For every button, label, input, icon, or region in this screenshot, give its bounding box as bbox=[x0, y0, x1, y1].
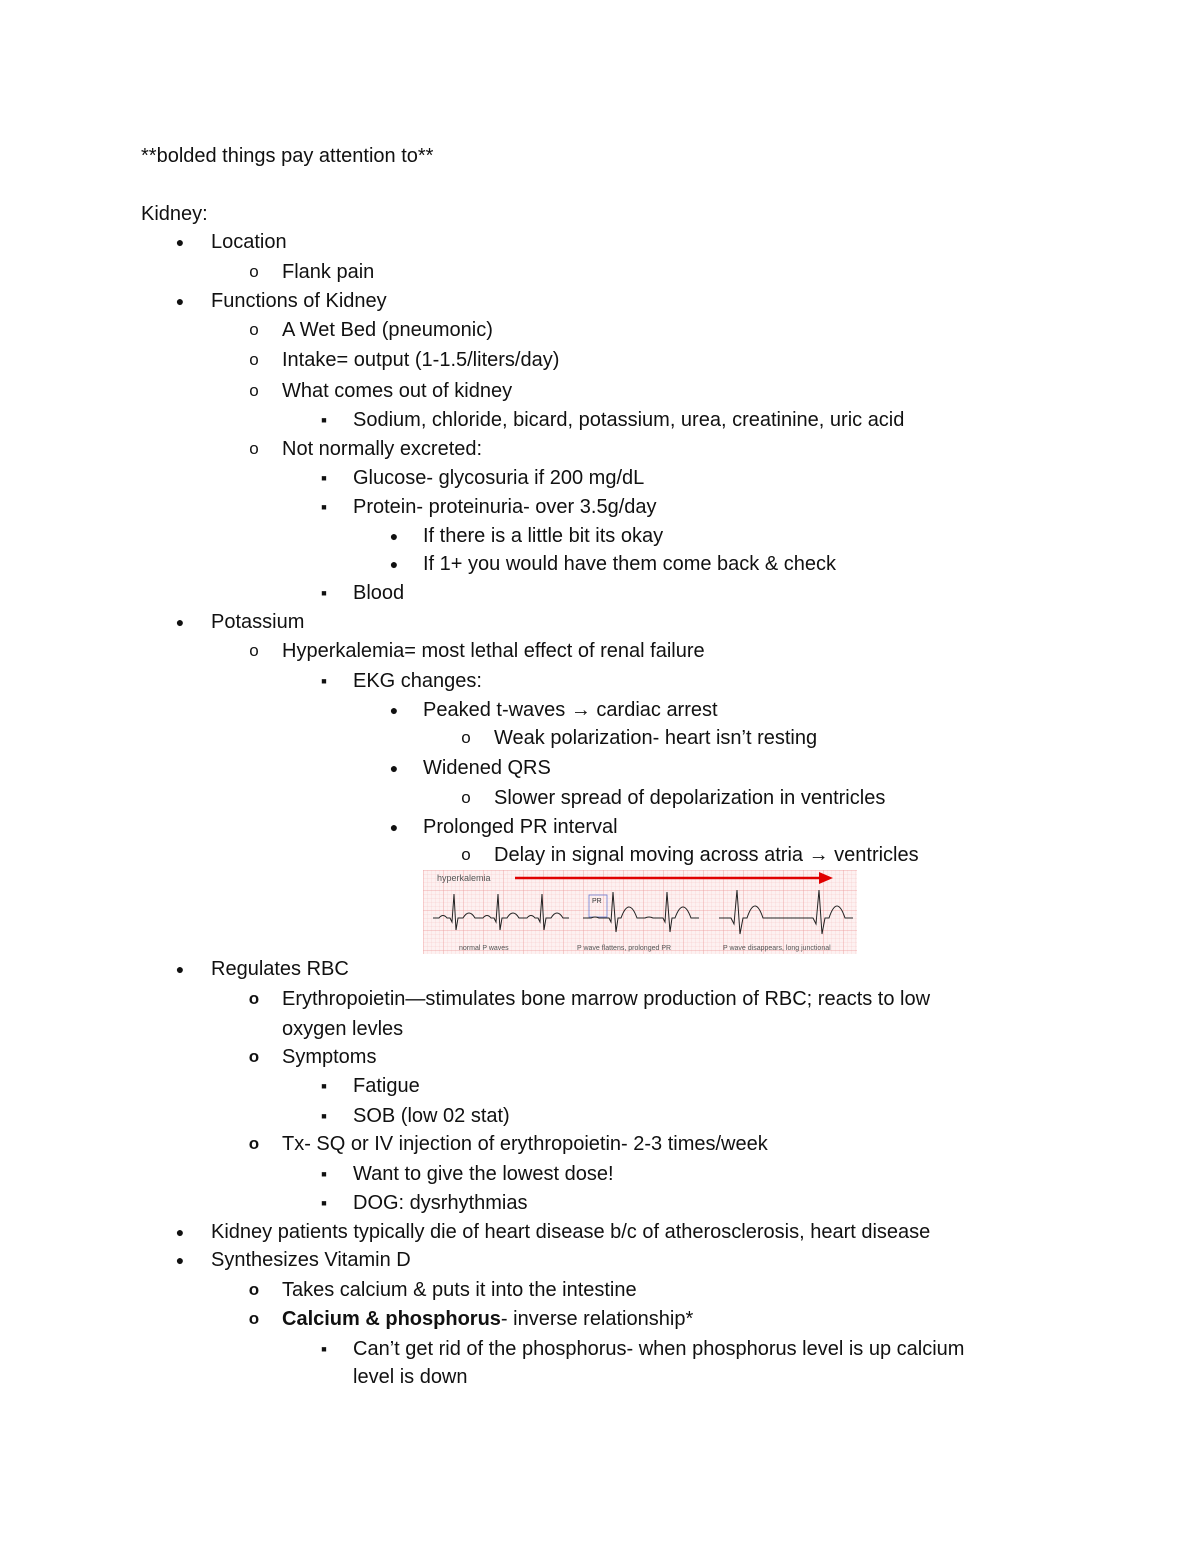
header-note: **bolded things pay attention to** bbox=[141, 145, 434, 167]
list-item: Tx- SQ or IV injection of erythropoietin- 2-3 times/week bbox=[282, 1133, 768, 1155]
ekg-caption-3: P wave disappears, long junctional bbox=[723, 945, 831, 952]
bullet-marker: ● bbox=[175, 293, 185, 309]
list-item: Functions of Kidney bbox=[211, 290, 387, 312]
list-item: Erythropoietin—stimulates bone marrow production of RBC; reacts to low bbox=[282, 988, 931, 1010]
bold-phrase: Calcium & phosphorus bbox=[282, 1308, 501, 1330]
list-item bbox=[282, 1307, 693, 1331]
list-item: Regulates RBC bbox=[211, 958, 349, 980]
list-item: Want to give the lowest dose! bbox=[353, 1163, 614, 1185]
bullet-marker: o bbox=[461, 728, 471, 747]
bullet-marker: o bbox=[248, 989, 260, 1008]
ekg-caption-1: normal P waves bbox=[459, 945, 509, 952]
bullet-marker: ● bbox=[175, 1224, 185, 1240]
list-item: Potassium bbox=[211, 611, 305, 633]
bullet-marker: ● bbox=[389, 760, 399, 776]
list-item: Sodium, chloride, bicard, potassium, urea, creatinine, uric acid bbox=[353, 409, 905, 431]
list-item: Glucose- glycosuria if 200 mg/dL bbox=[353, 467, 645, 489]
list-item: Takes calcium & puts it into the intestine bbox=[282, 1279, 637, 1301]
list-item: Slower spread of depolarization in ventricles bbox=[494, 787, 886, 809]
list-item: A Wet Bed (pneumonic) bbox=[282, 319, 493, 341]
bullet-marker: ● bbox=[389, 528, 399, 544]
list-item: Delay in signal moving across atria → ventricles bbox=[494, 844, 919, 866]
list-item: Intake= output (1-1.5/liters/day) bbox=[282, 349, 560, 371]
list-item: Synthesizes Vitamin D bbox=[211, 1249, 411, 1271]
bullet-marker: ■ bbox=[321, 1198, 327, 1208]
bullet-marker: ■ bbox=[321, 415, 327, 425]
list-item: Location bbox=[211, 231, 287, 253]
list-item: Flank pain bbox=[282, 261, 375, 283]
bullet-marker: ● bbox=[175, 234, 185, 250]
bullet-marker: ● bbox=[389, 702, 399, 718]
list-item: Weak polarization- heart isn’t resting bbox=[494, 727, 818, 749]
bullet-marker: o bbox=[461, 788, 471, 807]
bullet-marker: ■ bbox=[321, 1169, 327, 1179]
bullet-marker: o bbox=[249, 262, 259, 281]
bullet-marker: o bbox=[249, 350, 259, 369]
bullet-marker: o bbox=[461, 845, 471, 864]
list-item: If 1+ you would have them come back & check bbox=[423, 553, 836, 575]
bullet-marker: ■ bbox=[321, 1111, 327, 1121]
list-item: Protein- proteinuria- over 3.5g/day bbox=[353, 496, 657, 518]
list-item: Kidney patients typically die of heart disease b/c of atherosclerosis, heart disease bbox=[211, 1221, 931, 1243]
section-title: Kidney: bbox=[141, 203, 208, 225]
bullet-marker: ● bbox=[175, 1252, 185, 1268]
list-item: Hyperkalemia= most lethal effect of renal failure bbox=[282, 640, 705, 662]
bullet-marker: ● bbox=[175, 614, 185, 630]
ekg-hyperkalemia-figure bbox=[423, 870, 857, 954]
bullet-marker: o bbox=[248, 1309, 260, 1328]
list-item: oxygen levles bbox=[282, 1018, 404, 1040]
list-item: Peaked t-waves → cardiac arrest bbox=[423, 699, 718, 721]
bullet-marker: ■ bbox=[321, 676, 327, 686]
bullet-marker: o bbox=[249, 381, 259, 400]
list-item: Symptoms bbox=[282, 1046, 377, 1068]
list-item: What comes out of kidney bbox=[282, 380, 513, 402]
bullet-marker: ● bbox=[389, 556, 399, 572]
bullet-marker: ■ bbox=[321, 502, 327, 512]
list-item: If there is a little bit its okay bbox=[423, 525, 664, 547]
bullet-marker: ■ bbox=[321, 1344, 327, 1354]
bullet-marker: o bbox=[249, 641, 259, 660]
bullet-marker: ● bbox=[389, 819, 399, 835]
bullet-marker: o bbox=[249, 320, 259, 339]
bullet-marker: o bbox=[248, 1134, 260, 1153]
list-item: Widened QRS bbox=[423, 757, 551, 779]
bullet-marker: o bbox=[248, 1047, 260, 1066]
list-item: Fatigue bbox=[353, 1075, 420, 1097]
bullet-marker: ■ bbox=[321, 1081, 327, 1091]
list-item-rest: - inverse relationship* bbox=[500, 1308, 694, 1330]
list-item: Prolonged PR interval bbox=[423, 816, 618, 838]
list-item: Can’t get rid of the phosphorus- when phosphorus level is up calcium bbox=[353, 1338, 965, 1360]
bullet-marker: o bbox=[249, 439, 259, 458]
ekg-title: hyperkalemia bbox=[437, 873, 491, 883]
ekg-pr-label: PR bbox=[592, 898, 602, 905]
list-item: EKG changes: bbox=[353, 670, 482, 692]
list-item: level is down bbox=[353, 1366, 468, 1388]
list-item: Blood bbox=[353, 582, 405, 604]
list-item: DOG: dysrhythmias bbox=[353, 1192, 528, 1214]
list-item: SOB (low 02 stat) bbox=[353, 1105, 510, 1127]
bullet-marker: ● bbox=[175, 961, 185, 977]
ekg-caption-2: P wave flattens, prolonged PR bbox=[577, 945, 672, 952]
bullet-marker: o bbox=[248, 1280, 260, 1299]
bullet-marker: ■ bbox=[321, 473, 327, 483]
list-item: Not normally excreted: bbox=[282, 438, 483, 460]
bullet-marker: ■ bbox=[321, 588, 327, 598]
